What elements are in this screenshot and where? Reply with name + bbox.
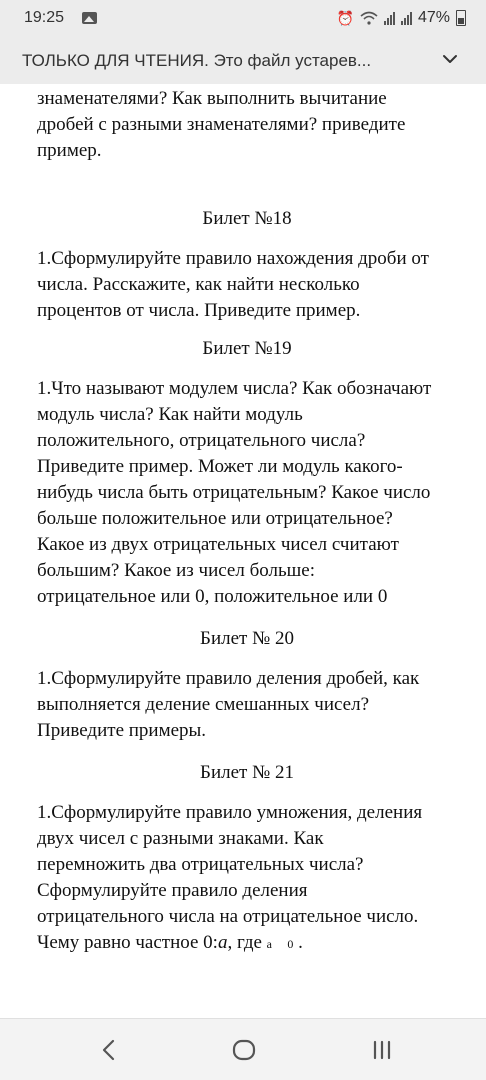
text-line: числа. Расскажите, как найти несколько (37, 274, 360, 295)
document-viewer[interactable] (0, 84, 486, 1018)
text-line: двух чисел с разными знаками. Как (37, 828, 324, 849)
text-line: 1.Сформулируйте правило умножения, деления (37, 802, 423, 823)
wifi-icon (360, 11, 378, 25)
math-formula: a ⃞ 0 (266, 937, 294, 951)
text-line: Приведите примеры. (37, 720, 207, 741)
intro-paragraph (37, 86, 457, 164)
status-icons (337, 9, 466, 27)
ticket-title: Билет № 20 (200, 628, 294, 649)
ticket-question (37, 246, 457, 324)
ticket-title: Билет №19 (202, 338, 292, 359)
text-line: положительного, отрицательного числа? (37, 430, 366, 451)
back-icon[interactable] (94, 1035, 124, 1065)
text-line: пример. (37, 140, 102, 161)
math-variable: a (217, 932, 228, 953)
navigation-bar (0, 1018, 486, 1080)
battery-icon (456, 10, 466, 26)
text-line: больше положительное или отрицательное? (37, 508, 393, 529)
ticket-title: Билет № 21 (200, 762, 294, 783)
text-line: Сформулируйте правило деления (37, 880, 308, 901)
chevron-down-icon[interactable] (440, 49, 460, 69)
image-icon (82, 12, 97, 24)
text-fragment: . (293, 932, 303, 953)
banner-text: ТОЛЬКО ДЛЯ ЧТЕНИЯ. Это файл устарев... (22, 51, 372, 70)
ticket-question (37, 666, 457, 744)
alarm-icon: ⏰ (336, 9, 354, 26)
text-line: 1.Сформулируйте правило нахождения дроби от (37, 248, 429, 269)
text-line: выполняется деление смешанных чисел? (37, 694, 370, 715)
recent-apps-icon[interactable] (367, 1035, 397, 1065)
ticket-title: Билет №18 (202, 208, 292, 229)
text-line: процентов от числа. Приведите пример. (37, 300, 361, 321)
text-line: Какое из двух отрицательных чисел считают (37, 534, 399, 555)
text-line: дробей с разными знаменателями? приведите (37, 114, 406, 135)
home-icon[interactable] (229, 1035, 259, 1065)
text-line: модуль числа? Как найти модуль (37, 404, 303, 425)
text-line: 1.Что называют модулем числа? Как обозначают (37, 378, 432, 399)
status-time: 19:25 (24, 9, 65, 26)
text-line: Приведите пример. Может ли модуль какого- (37, 456, 403, 477)
signal-icon (401, 11, 412, 25)
document-content (37, 86, 457, 957)
status-bar (0, 0, 486, 38)
text-line: большим? Какое из чисел больше: (37, 560, 315, 581)
text-line: знаменателями? Как выполнить вычитание (37, 88, 387, 109)
read-only-banner[interactable] (0, 38, 486, 85)
text-line: 1.Сформулируйте правило деления дробей, как (37, 668, 420, 689)
ticket-question (37, 800, 457, 957)
ticket-question (37, 376, 457, 610)
text-line (37, 932, 303, 953)
signal-icon (384, 11, 395, 25)
text-fragment: , где (227, 932, 267, 953)
text-line: отрицательного числа на отрицательное число. (37, 906, 419, 927)
text-fragment: Чему равно частное 0: (37, 932, 218, 953)
battery-percent: 47% (417, 9, 450, 26)
text-line: отрицательное или 0, положительное или 0 (37, 586, 388, 607)
text-line: нибудь числа быть отрицательным? Какое число (37, 482, 431, 503)
text-line: перемножить два отрицательных числа? (37, 854, 364, 875)
